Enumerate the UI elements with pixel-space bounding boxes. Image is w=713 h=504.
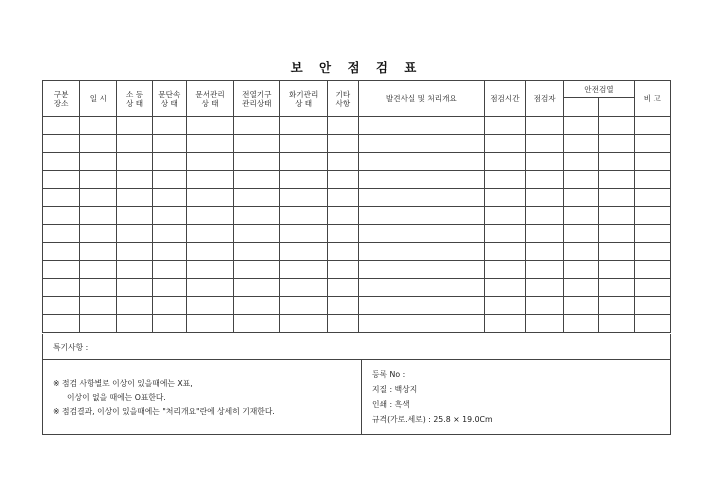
table-cell[interactable] xyxy=(526,297,564,315)
table-cell[interactable] xyxy=(526,243,564,261)
table-cell[interactable] xyxy=(564,225,599,243)
table-cell[interactable] xyxy=(117,207,152,225)
table-cell[interactable] xyxy=(564,261,599,279)
spec-paper: 지질 : 백상지 xyxy=(372,385,418,394)
security-check-table xyxy=(42,80,671,333)
table-cell[interactable] xyxy=(80,189,117,207)
table-cell[interactable] xyxy=(358,135,484,153)
table-cell[interactable] xyxy=(80,297,117,315)
table-cell[interactable] xyxy=(117,171,152,189)
table-cell[interactable] xyxy=(327,117,358,135)
table-cell[interactable] xyxy=(152,171,186,189)
table-cell[interactable] xyxy=(80,135,117,153)
table-cell[interactable] xyxy=(526,315,564,333)
table-cell[interactable] xyxy=(234,315,280,333)
table-cell[interactable] xyxy=(186,117,233,135)
table-cell[interactable] xyxy=(599,207,634,225)
table-cell[interactable] xyxy=(80,117,117,135)
header-lights-status: 소 등 상 태 xyxy=(117,81,152,117)
table-cell[interactable] xyxy=(117,135,152,153)
table-cell[interactable] xyxy=(327,279,358,297)
table-cell[interactable] xyxy=(599,135,634,153)
table-cell[interactable] xyxy=(526,189,564,207)
table-cell[interactable] xyxy=(80,279,117,297)
table-cell[interactable] xyxy=(599,117,634,135)
table-cell[interactable] xyxy=(599,171,634,189)
table-cell[interactable] xyxy=(526,117,564,135)
table-cell[interactable] xyxy=(43,207,80,225)
table-row xyxy=(43,261,671,279)
table-cell[interactable] xyxy=(484,171,525,189)
table-cell[interactable] xyxy=(634,189,670,207)
table-cell[interactable] xyxy=(43,189,80,207)
table-cell[interactable] xyxy=(358,279,484,297)
table-cell[interactable] xyxy=(234,207,280,225)
table-cell[interactable] xyxy=(599,189,634,207)
table-cell[interactable] xyxy=(634,117,670,135)
table-cell[interactable] xyxy=(80,261,117,279)
header-datetime: 일 시 xyxy=(80,81,117,117)
table-cell[interactable] xyxy=(234,243,280,261)
table-cell[interactable] xyxy=(186,153,233,171)
table-cell[interactable] xyxy=(634,207,670,225)
table-cell[interactable] xyxy=(43,315,80,333)
table-row xyxy=(43,243,671,261)
table-cell[interactable] xyxy=(117,117,152,135)
table-cell[interactable] xyxy=(234,189,280,207)
table-cell[interactable] xyxy=(634,225,670,243)
table-cell[interactable] xyxy=(280,315,327,333)
table-cell[interactable] xyxy=(564,279,599,297)
table-cell[interactable] xyxy=(80,243,117,261)
table-row xyxy=(43,225,671,243)
table-cell[interactable] xyxy=(152,315,186,333)
instructions-box xyxy=(43,360,362,434)
table-cell[interactable] xyxy=(186,225,233,243)
table-cell[interactable] xyxy=(80,153,117,171)
table-row xyxy=(43,135,671,153)
table-cell[interactable] xyxy=(80,225,117,243)
table-row xyxy=(43,171,671,189)
table-cell[interactable] xyxy=(234,153,280,171)
table-row xyxy=(43,315,671,333)
table-cell[interactable] xyxy=(280,297,327,315)
table-cell[interactable] xyxy=(358,189,484,207)
table-cell[interactable] xyxy=(358,153,484,171)
header-safety-sub-1 xyxy=(564,98,599,117)
table-cell[interactable] xyxy=(152,117,186,135)
table-cell[interactable] xyxy=(234,297,280,315)
header-other: 기타 사항 xyxy=(327,81,358,117)
header-fire-status: 화기관리 상 태 xyxy=(280,81,327,117)
table-cell[interactable] xyxy=(484,117,525,135)
table-cell[interactable] xyxy=(280,225,327,243)
table-cell[interactable] xyxy=(80,207,117,225)
table-cell[interactable] xyxy=(358,261,484,279)
table-cell[interactable] xyxy=(358,207,484,225)
header-safety-inspection: 안전검열 xyxy=(564,81,634,98)
table-row xyxy=(43,117,671,135)
table-cell[interactable] xyxy=(152,225,186,243)
instruction-line-1: ※ 점검 사항별로 이상이 있을때에는 X표, xyxy=(53,379,193,388)
table-cell[interactable] xyxy=(186,297,233,315)
table-cell[interactable] xyxy=(484,297,525,315)
table-cell[interactable] xyxy=(186,189,233,207)
table-cell[interactable] xyxy=(634,297,670,315)
table-cell[interactable] xyxy=(152,189,186,207)
page-title: 보 안 점 검 표 xyxy=(290,60,423,75)
table-cell[interactable] xyxy=(327,261,358,279)
table-cell[interactable] xyxy=(327,153,358,171)
table-cell[interactable] xyxy=(599,243,634,261)
table-cell[interactable] xyxy=(358,171,484,189)
table-cell[interactable] xyxy=(327,189,358,207)
table-cell[interactable] xyxy=(484,153,525,171)
table-cell[interactable] xyxy=(43,261,80,279)
table-cell[interactable] xyxy=(117,189,152,207)
table-cell[interactable] xyxy=(280,135,327,153)
table-cell[interactable] xyxy=(280,171,327,189)
table-cell[interactable] xyxy=(564,189,599,207)
table-cell[interactable] xyxy=(564,171,599,189)
table-cell[interactable] xyxy=(117,279,152,297)
table-cell[interactable] xyxy=(327,297,358,315)
table-cell[interactable] xyxy=(327,135,358,153)
table-cell[interactable] xyxy=(234,261,280,279)
table-row xyxy=(43,153,671,171)
table-cell[interactable] xyxy=(484,189,525,207)
table-cell[interactable] xyxy=(526,261,564,279)
table-cell[interactable] xyxy=(43,135,80,153)
table-cell[interactable] xyxy=(186,135,233,153)
table-cell[interactable] xyxy=(484,279,525,297)
table-cell[interactable] xyxy=(634,243,670,261)
instruction-line-3: ※ 점검결과, 이상이 있을때에는 "처리개요"란에 상세히 기재한다. xyxy=(53,407,275,416)
table-cell[interactable] xyxy=(526,225,564,243)
table-cell[interactable] xyxy=(564,315,599,333)
table-cell[interactable] xyxy=(43,171,80,189)
table-cell[interactable] xyxy=(280,117,327,135)
table-cell[interactable] xyxy=(634,261,670,279)
table-cell[interactable] xyxy=(599,261,634,279)
table-cell[interactable] xyxy=(152,207,186,225)
table-cell[interactable] xyxy=(599,153,634,171)
table-cell[interactable] xyxy=(599,297,634,315)
special-notes-row xyxy=(42,334,671,360)
table-cell[interactable] xyxy=(280,261,327,279)
table-cell[interactable] xyxy=(186,207,233,225)
table-cell[interactable] xyxy=(186,315,233,333)
table-cell[interactable] xyxy=(358,297,484,315)
table-cell[interactable] xyxy=(80,171,117,189)
spec-box xyxy=(362,360,670,434)
table-cell[interactable] xyxy=(152,135,186,153)
table-cell[interactable] xyxy=(526,153,564,171)
table-cell[interactable] xyxy=(564,135,599,153)
table-cell[interactable] xyxy=(327,207,358,225)
table-cell[interactable] xyxy=(526,135,564,153)
header-heater-status: 전열기구 관리상태 xyxy=(234,81,280,117)
table-cell[interactable] xyxy=(43,225,80,243)
header-category-place: 구분 장소 xyxy=(43,81,80,117)
table-cell[interactable] xyxy=(43,297,80,315)
footer-box xyxy=(42,359,671,435)
table-cell[interactable] xyxy=(43,153,80,171)
table-cell[interactable] xyxy=(80,315,117,333)
table-cell[interactable] xyxy=(117,153,152,171)
table-row xyxy=(43,189,671,207)
table-cell[interactable] xyxy=(484,243,525,261)
table-cell[interactable] xyxy=(152,261,186,279)
table-cell[interactable] xyxy=(186,261,233,279)
header-findings: 발견사실 및 처리개요 xyxy=(358,81,484,117)
table-cell[interactable] xyxy=(234,279,280,297)
table-cell[interactable] xyxy=(484,261,525,279)
table-cell[interactable] xyxy=(634,171,670,189)
table-cell[interactable] xyxy=(280,207,327,225)
table-row xyxy=(43,207,671,225)
instruction-line-2: 이상이 없을 때에는 O표한다. xyxy=(67,393,166,402)
spec-print: 인쇄 : 흑색 xyxy=(372,400,410,409)
header-safety-sub-2 xyxy=(599,98,634,117)
header-document-status: 문서관리 상 태 xyxy=(186,81,233,117)
table-cell[interactable] xyxy=(43,243,80,261)
header-check-time: 점검시간 xyxy=(484,81,525,117)
table-cell[interactable] xyxy=(484,207,525,225)
header-lock-status: 문단속 상 태 xyxy=(152,81,186,117)
table-cell[interactable] xyxy=(484,135,525,153)
table-cell[interactable] xyxy=(484,315,525,333)
table-cell[interactable] xyxy=(327,243,358,261)
table-cell[interactable] xyxy=(280,189,327,207)
table-cell[interactable] xyxy=(564,117,599,135)
table-cell[interactable] xyxy=(358,117,484,135)
table-cell[interactable] xyxy=(43,279,80,297)
table-cell[interactable] xyxy=(280,279,327,297)
table-cell[interactable] xyxy=(327,225,358,243)
table-cell[interactable] xyxy=(117,225,152,243)
special-notes-label: 특기사항 : xyxy=(53,343,89,352)
table-cell[interactable] xyxy=(358,315,484,333)
table-cell[interactable] xyxy=(327,315,358,333)
table-cell[interactable] xyxy=(564,153,599,171)
header-inspector: 점검자 xyxy=(526,81,564,117)
table-cell[interactable] xyxy=(234,225,280,243)
table-cell[interactable] xyxy=(599,279,634,297)
table-cell[interactable] xyxy=(484,225,525,243)
table-cell[interactable] xyxy=(634,315,670,333)
table-cell[interactable] xyxy=(152,297,186,315)
table-cell[interactable] xyxy=(564,243,599,261)
table-cell[interactable] xyxy=(599,225,634,243)
table-cell[interactable] xyxy=(117,243,152,261)
table-cell[interactable] xyxy=(280,153,327,171)
table-cell[interactable] xyxy=(117,315,152,333)
table-cell[interactable] xyxy=(327,171,358,189)
table-cell[interactable] xyxy=(234,135,280,153)
table-cell[interactable] xyxy=(152,243,186,261)
table-cell[interactable] xyxy=(186,279,233,297)
table-cell[interactable] xyxy=(152,153,186,171)
table-cell[interactable] xyxy=(152,279,186,297)
table-cell[interactable] xyxy=(186,243,233,261)
table-cell[interactable] xyxy=(234,117,280,135)
table-cell[interactable] xyxy=(634,153,670,171)
table-row xyxy=(43,279,671,297)
table-cell[interactable] xyxy=(634,279,670,297)
table-cell[interactable] xyxy=(358,243,484,261)
table-cell[interactable] xyxy=(634,135,670,153)
header-remarks: 비 고 xyxy=(634,81,670,117)
table-cell[interactable] xyxy=(599,315,634,333)
table-cell[interactable] xyxy=(117,297,152,315)
table-cell[interactable] xyxy=(526,279,564,297)
table-cell[interactable] xyxy=(280,243,327,261)
spec-registration: 등록 No : xyxy=(372,370,406,379)
table-cell[interactable] xyxy=(234,171,280,189)
table-cell[interactable] xyxy=(526,207,564,225)
table-cell[interactable] xyxy=(186,171,233,189)
table-cell[interactable] xyxy=(43,117,80,135)
table-cell[interactable] xyxy=(564,297,599,315)
table-cell[interactable] xyxy=(526,171,564,189)
table-cell[interactable] xyxy=(358,225,484,243)
spec-size: 규격(가로.세로) : 25.8 × 19.0Cm xyxy=(372,415,493,424)
table-cell[interactable] xyxy=(117,261,152,279)
table-cell[interactable] xyxy=(564,207,599,225)
table-row xyxy=(43,297,671,315)
